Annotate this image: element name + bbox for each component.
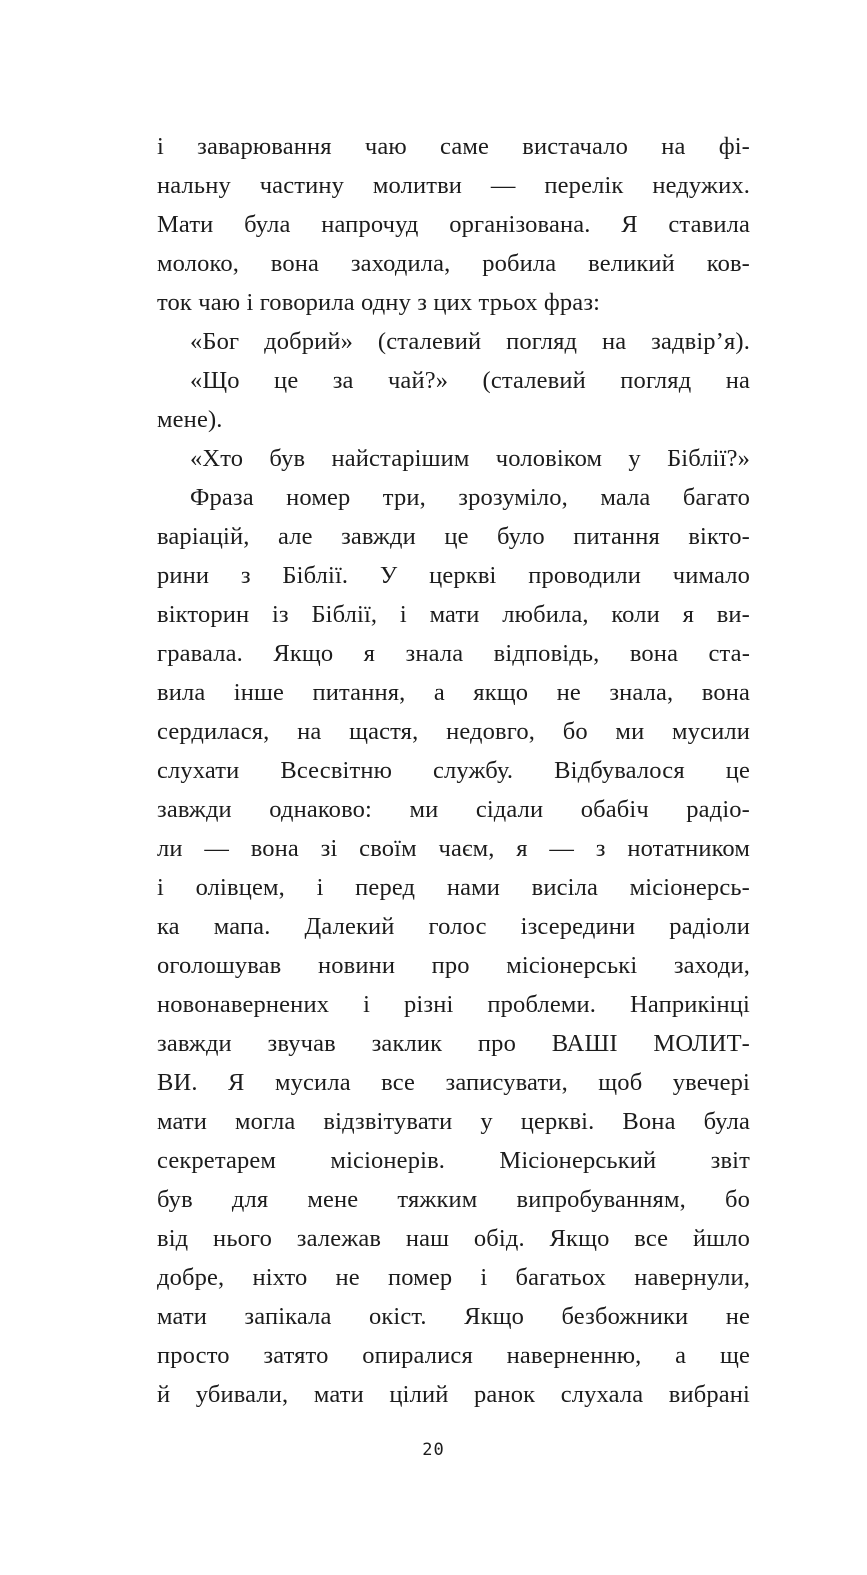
text-line: Фраза номер три, зрозуміло, мала багато [190,484,750,511]
text-line: і заварювання чаю саме вистачало на фі- [157,133,750,160]
text-line: вила інше питання, а якщо не знала, вона [157,679,750,706]
text-line: мати могла відзвітувати у церкві. Вона була [157,1108,750,1135]
text-line: нальну частину молитви — перелік недужих. [157,172,750,199]
text-line: молоко, вона заходила, робила великий ков- [157,250,750,277]
text-line: і олівцем, і перед нами висіла місіонерсь- [157,874,750,901]
text-line: від нього залежав наш обід. Якщо все йшло [157,1225,750,1252]
text-line: ток чаю і говорила одну з цих трьох фраз: [157,289,601,316]
text-line: ли — вона зі своїм чаєм, я — з нотатником [157,835,750,862]
text-line: «Хто був найстарішим чоловіком у Біблії?» [190,445,750,472]
text-line: ка мапа. Далекий голос ізсередини радіоли [157,913,750,940]
text-line: гравала. Якщо я знала відповідь, вона ста- [157,640,750,667]
text-line: ВИ. Я мусила все записувати, щоб увечері [157,1069,750,1096]
text-line: мене). [157,406,223,433]
text-line: завжди звучав заклик про ВАШІ МОЛИТ- [157,1030,750,1057]
text-line: секретарем місіонерів. Місіонерський звіт [157,1147,750,1174]
text-line: завжди однаково: ми сідали обабіч радіо- [157,796,750,823]
text-line: просто затято опиралися наверненню, а ще [157,1342,750,1369]
page-number: 20 [422,1440,445,1460]
text-line: вікторин із Біблії, і мати любила, коли я ви- [157,601,750,628]
text-line: рини з Біблії. У церкві проводили чимало [157,562,750,589]
text-line: «Що це за чай?» (сталевий погляд на [190,367,750,394]
text-line: сердилася, на щастя, недовго, бо ми мусили [157,718,750,745]
body-text [157,127,750,1414]
text-line: слухати Всесвітню службу. Відбувалося це [157,757,750,784]
text-line: добре, ніхто не помер і багатьох навернули, [157,1264,750,1291]
text-line: мати запікала окіст. Якщо безбожники не [157,1303,750,1330]
text-line: новонавернених і різні проблеми. Наприкінці [157,991,750,1018]
text-line: варіацій, але завжди це було питання вікто- [157,523,750,550]
text-line: був для мене тяжким випробуванням, бо [157,1186,750,1213]
text-line: Мати була напрочуд організована. Я ставила [157,211,750,238]
text-line: оголошував новини про місіонерські заходи, [157,952,750,979]
text-line: «Бог добрий» (сталевий погляд на задвір’я). [190,328,750,355]
text-line: й убивали, мати цілий ранок слухала вибрані [157,1381,750,1408]
